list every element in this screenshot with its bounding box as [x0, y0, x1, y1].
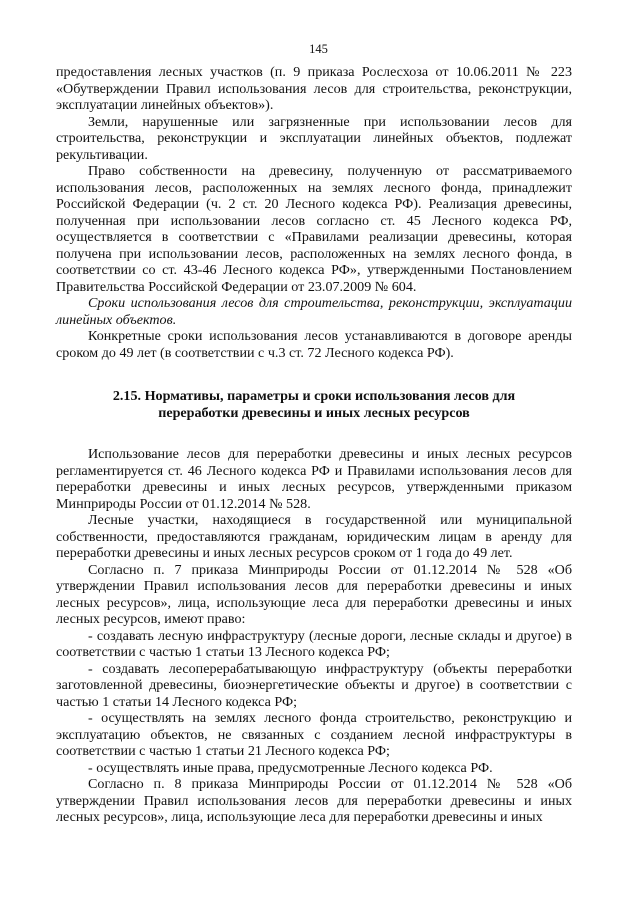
list-item: - создавать лесную инфраструктуру (лесные дороги, лесные склады и другое) в соответствии с частью 1 статьи 13 Лесного кодекса РФ;	[56, 627, 572, 660]
paragraph: Право собственности на древесину, полученную от рассматриваемого использования лесов, расположенных на землях лесного фонда, принадлежит Российской Федерации (ч. 2 ст. 20 Лесного кодекса РФ). Реализация древесины, полученная при использовании лесов согласно ст. 45 Лесного кодекса РФ, осуществляется в соответствии с «Правилами реализации древесины, которая получена при использовании лесов, расположенных на землях лесного фонда, в соответствии со ст. 43-46 Лесного кодекса РФ», утвержденными Постановлением Правительства Российской Федерации от 23.07.2009 № 604.	[56, 163, 572, 295]
paragraph: Лесные участки, находящиеся в государственной или муниципальной собственности, предоставляются гражданам, юридическим лицам в аренду для переработки древесины и иных лесных ресурсов сроком от 1 года до 49 лет.	[56, 512, 572, 561]
paragraph: Согласно п. 7 приказа Минприроды России от 01.12.2014 № 528 «Об утверждении Правил использования лесов для переработки древесины и иных лесных ресурсов», лица, использующие леса для переработки древесины и иных лесных ресурсов, имеют право:	[56, 561, 572, 627]
paragraph: предоставления лесных участков (п. 9 приказа Рослесхоза от 10.06.2011 № 223 «Обутверждении Правил использования лесов для строительства, реконструкции, эксплуатации линейных объектов»).	[56, 64, 572, 113]
paragraph: Использование лесов для переработки древесины и иных лесных ресурсов регламентируется ст. 46 Лесного кодекса РФ и Правилами использования лесов для переработки древесины и иных лесных ресурсов, утвержденными приказом Минприроды России от 01.12.2014 № 528.	[56, 446, 572, 512]
document-body	[56, 64, 572, 826]
page-number: 145	[309, 42, 328, 56]
paragraph: Конкретные сроки использования лесов устанавливаются в договоре аренды сроком до 49 лет (в соответствии с ч.3 ст. 72 Лесного кодекса РФ).	[56, 328, 572, 361]
paragraph-italic: Сроки использования лесов для строительства, реконструкции, эксплуатации линейных объектов.	[56, 295, 572, 328]
list-item: - осуществлять на землях лесного фонда строительство, реконструкцию и эксплуатацию объектов, не связанных с созданием лесной инфраструктуры в соответствии с частью 1 статьи 21 Лесного кодекса РФ;	[56, 710, 572, 759]
list-item: - создавать лесоперерабатывающую инфраструктуру (объекты переработки заготовленной древесины, биоэнергетические объекты и другое) в соответствии с частью 1 статьи 14 Лесного кодекса РФ;	[56, 660, 572, 710]
paragraph: Согласно п. 8 приказа Минприроды России от 01.12.2014 № 528 «Об утверждении Правил использования лесов для переработки древесины и иных лесных ресурсов», лица, использующие леса для переработки древесины и иных	[56, 776, 572, 825]
section-title: 2.15. Нормативы, параметры и сроки использования лесов для переработки древесины и иных лесных ресурсов	[112, 388, 516, 421]
list-item: - осуществлять иные права, предусмотренные Лесного кодекса РФ.	[88, 759, 493, 776]
paragraph: Земли, нарушенные или загрязненные при использовании лесов для строительства, реконструкции и эксплуатации линейных объектов, подлежат рекультивации.	[56, 113, 572, 163]
